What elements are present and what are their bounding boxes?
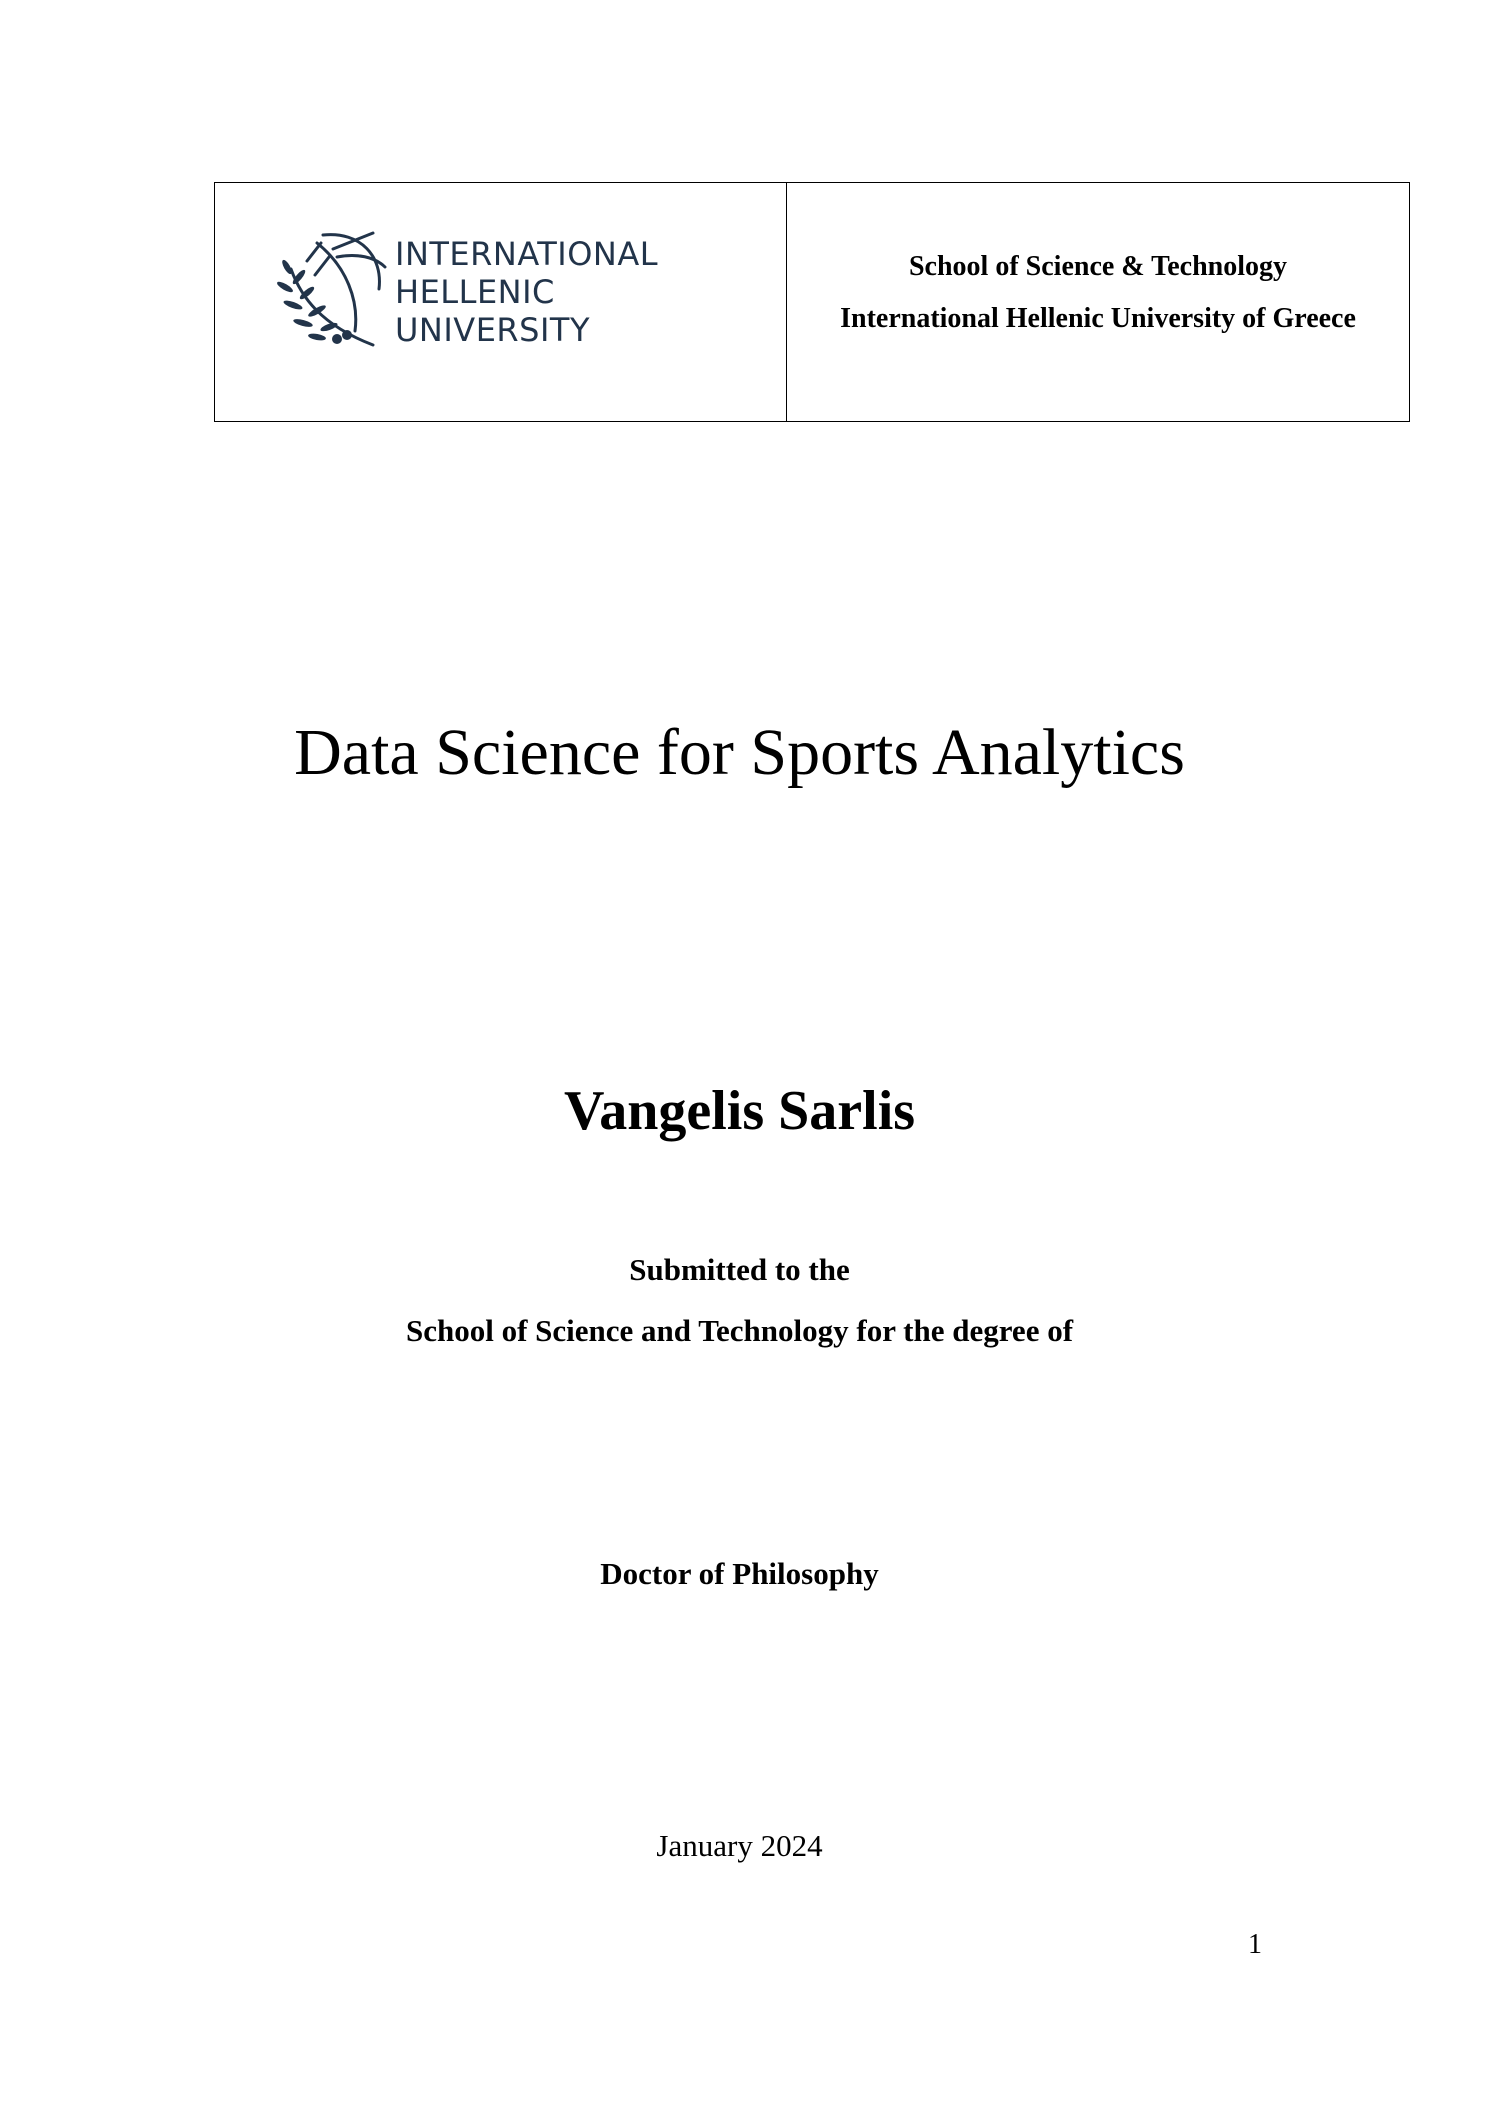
university-name: International Hellenic University of Greece xyxy=(840,303,1356,334)
university-emblem-icon xyxy=(277,227,393,353)
header-table xyxy=(214,182,1410,422)
submission-line: School of Science and Technology for the degree of xyxy=(405,1313,1074,1348)
wordmark-line-university: UNIVERSITY xyxy=(395,311,590,349)
school-name: School of Science & Technology xyxy=(908,251,1287,282)
degree-name: Doctor of Philosophy xyxy=(600,1556,879,1591)
submission-date: January 2024 xyxy=(656,1828,823,1863)
school-cell xyxy=(787,183,1409,421)
logo-cell xyxy=(215,183,787,421)
submission-line: Submitted to the xyxy=(629,1252,850,1287)
wordmark-line-international: INTERNATIONAL xyxy=(395,235,659,273)
author-name: Vangelis Sarlis xyxy=(563,1080,916,1142)
thesis-title: Data Science for Sports Analytics xyxy=(294,716,1185,789)
university-wordmark xyxy=(395,235,658,349)
page-number: 1 xyxy=(1248,1929,1262,1960)
wordmark-line-hellenic: HELLENIC xyxy=(395,273,555,311)
